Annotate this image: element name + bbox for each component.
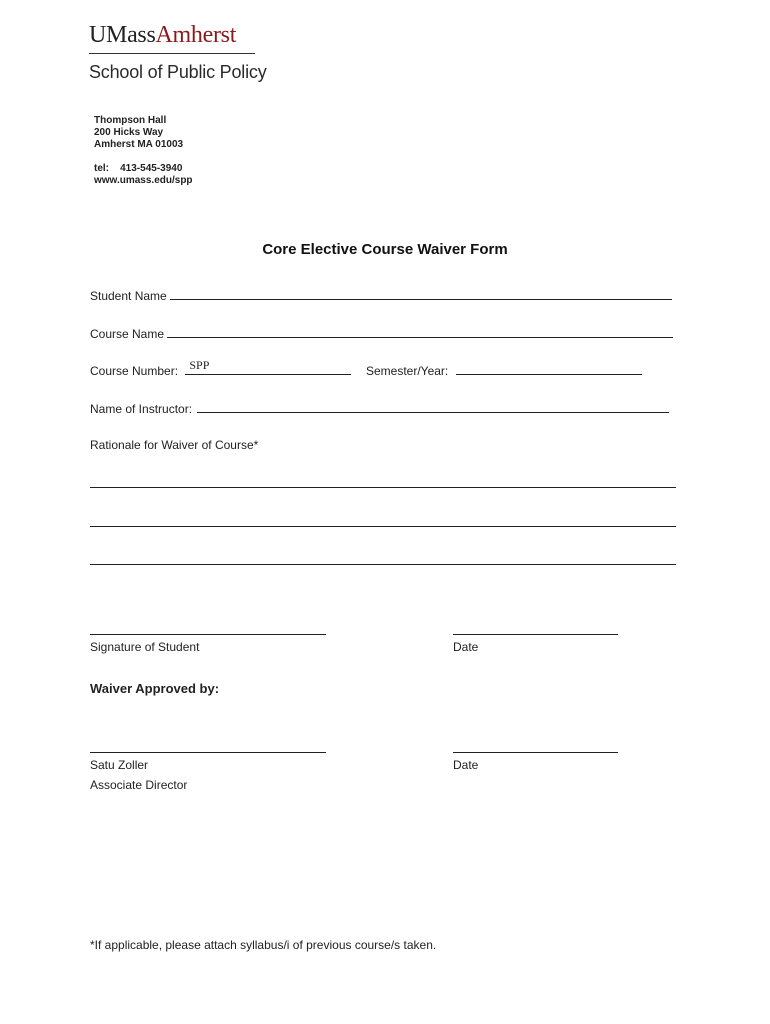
course-number-label: Course Number:: [90, 364, 179, 378]
approver-date-line[interactable]: [453, 752, 618, 753]
course-name-field[interactable]: [167, 324, 673, 338]
student-date-label: Date: [453, 640, 479, 654]
address-line-2: 200 Hicks Way: [94, 127, 164, 138]
instructor-field[interactable]: [197, 399, 669, 413]
instructor-label: Name of Instructor:: [90, 402, 193, 416]
tel-label: tel:: [94, 163, 109, 174]
instructor-row: [90, 399, 669, 417]
rationale-line-3[interactable]: [90, 564, 676, 565]
umass-amherst-logo: [89, 20, 236, 50]
tel-value: 413-545-3940: [120, 163, 183, 174]
logo-umass-text: UMass: [89, 22, 156, 48]
rationale-label: Rationale for Waiver of Course*: [90, 438, 259, 452]
course-number-row: [90, 358, 351, 379]
form-title: Core Elective Course Waiver Form: [262, 241, 508, 258]
student-name-label: Student Name: [90, 289, 167, 303]
rationale-line-2[interactable]: [90, 526, 676, 527]
rationale-line-1[interactable]: [90, 487, 676, 488]
semester-year-label: Semester/Year:: [366, 364, 449, 378]
approver-title: Associate Director: [90, 778, 188, 792]
semester-year-field[interactable]: [456, 361, 642, 375]
school-name: School of Public Policy: [89, 62, 267, 82]
signature-student-label: Signature of Student: [90, 640, 200, 654]
approved-by-heading: Waiver Approved by:: [90, 681, 220, 696]
course-number-field[interactable]: [185, 358, 351, 375]
course-name-label: Course Name: [90, 327, 165, 341]
student-name-row: [90, 286, 672, 304]
logo-amherst-text: Amherst: [155, 22, 237, 48]
approver-signature-line[interactable]: [90, 752, 326, 753]
website-link[interactable]: www.umass.edu/spp: [94, 175, 193, 186]
student-signature-line[interactable]: [90, 634, 326, 635]
approver-date-label: Date: [453, 758, 479, 772]
student-date-line[interactable]: [453, 634, 618, 635]
address-block: [94, 115, 193, 187]
course-name-row: [90, 324, 673, 342]
address-line-3: Amherst MA 01003: [94, 139, 184, 150]
approver-name: Satu Zoller: [90, 758, 149, 772]
logo-divider: [89, 53, 255, 54]
telephone: [94, 163, 193, 175]
address-line-1: Thompson Hall: [94, 115, 167, 126]
semester-year-row: [366, 361, 642, 379]
footnote: *If applicable, please attach syllabus/i of previous course/s taken.: [90, 938, 437, 952]
student-name-field[interactable]: [170, 286, 672, 300]
course-number-prefill: SPP: [189, 358, 210, 372]
